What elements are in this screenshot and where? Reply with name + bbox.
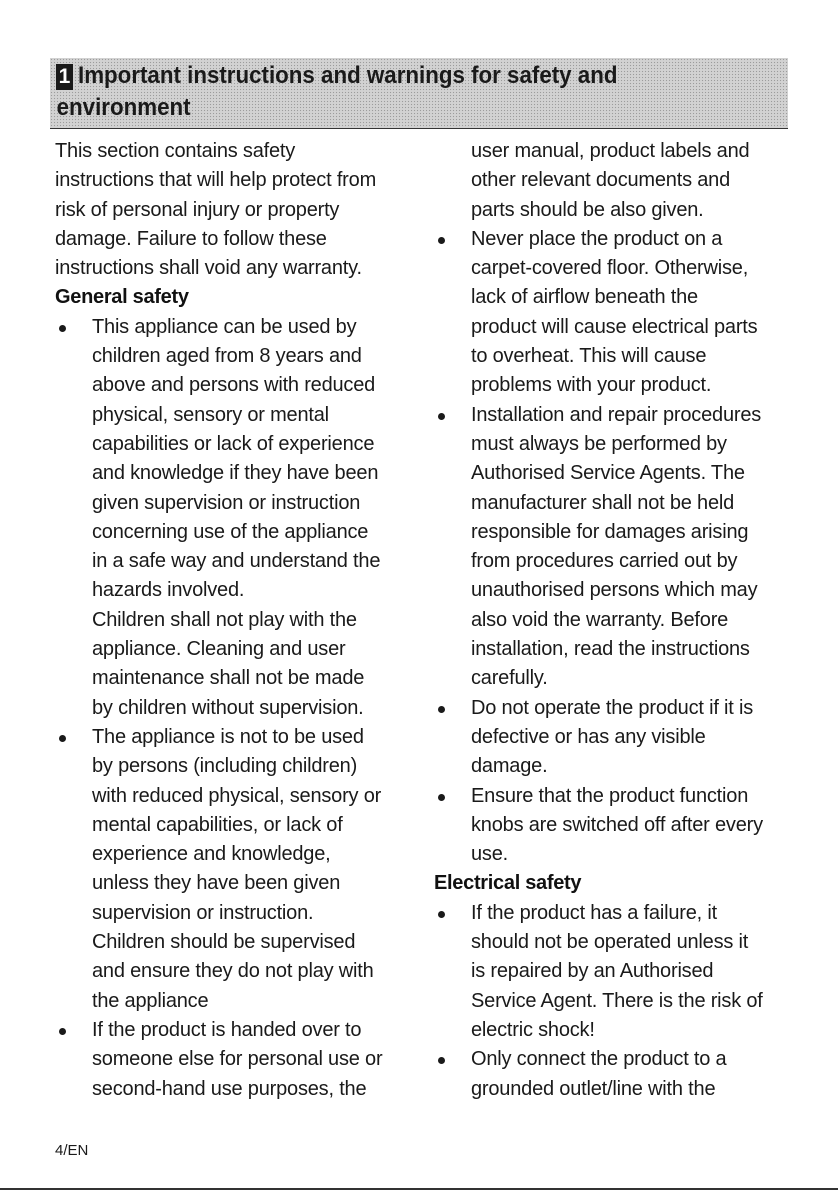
bullet-icon (438, 911, 445, 918)
bullet-line: This appliance can be used by (92, 315, 357, 338)
bullet-line: Service Agent. There is the risk of (471, 989, 763, 1012)
bullet-line: the appliance (92, 989, 209, 1012)
bullet-line: maintenance shall not be made (92, 667, 365, 690)
bullet-icon (438, 794, 445, 801)
bullet-line: Children should be supervised (92, 931, 356, 954)
bullet-line: with reduced physical, sensory or (92, 784, 382, 807)
bullet-line: children aged from 8 years and (92, 345, 362, 368)
left-column (55, 137, 410, 1104)
bullet-line: use. (471, 843, 509, 866)
intro-line: This section contains safety (55, 140, 296, 162)
bullet-line: by persons (including children) (92, 755, 358, 778)
bullet-icon (438, 237, 445, 244)
bullet-line: The appliance is not to be used (92, 725, 364, 748)
electrical-safety-bullet-1 (434, 899, 794, 1045)
bullet-line: Only connect the product to a (471, 1048, 727, 1071)
page-number: 4/EN (55, 1142, 89, 1159)
bullet-line: above and persons with reduced (92, 374, 376, 397)
bullet-line: other relevant documents and (471, 169, 731, 192)
intro-line: damage. Failure to follow these (55, 227, 327, 250)
bullet-line: is repaired by an Authorised (471, 960, 714, 983)
electrical-safety-heading: Electrical safety (434, 872, 582, 895)
general-safety-bullet-4 (434, 225, 794, 401)
bullet-line: knobs are switched off after every (471, 813, 763, 836)
bullet-line: should not be operated unless it (471, 931, 749, 954)
bullet-line: lack of airflow beneath the (471, 286, 698, 309)
bullet-line: Installation and repair procedures (471, 403, 762, 426)
bullet-line: Do not operate the product if it is (471, 696, 754, 719)
bullet-line: Ensure that the product function (471, 784, 749, 807)
bullet-line: manufacturer shall not be held (471, 491, 735, 514)
bullet-line: defective or has any visible (471, 725, 706, 748)
intro-line: instructions shall void any warranty. (55, 257, 362, 280)
bullet-icon (59, 735, 66, 742)
electrical-safety-bullet-2 (434, 1045, 794, 1104)
bullet-line: also void the warranty. Before (471, 608, 729, 631)
bullet-line: given supervision or instruction (92, 491, 361, 514)
section-header (50, 58, 788, 129)
bullet-line: carefully. (471, 667, 548, 690)
section-title-line-2: environment (56, 94, 191, 121)
bullet-line: installation, read the instructions (471, 638, 750, 661)
bullet-line: capabilities or lack of experience (92, 432, 375, 455)
section-title (56, 60, 729, 124)
section-title-line-1: Important instructions and warnings for safety and (78, 62, 618, 89)
bullet-line: concerning use of the appliance (92, 520, 369, 543)
bullet-line: appliance. Cleaning and user (92, 638, 346, 661)
right-column (434, 137, 794, 1104)
general-safety-bullet-3-continued (434, 137, 794, 225)
bullet-line: problems with your product. (471, 374, 712, 397)
bullet-line: carpet-covered floor. Otherwise, (471, 257, 749, 280)
bullet-line: supervision or instruction. (92, 901, 314, 924)
bullet-line: If the product is handed over to (92, 1018, 362, 1041)
intro-line: risk of personal injury or property (55, 198, 340, 221)
bullet-line: hazards involved. (92, 579, 245, 602)
bullet-line: by children without supervision. (92, 696, 364, 719)
bullet-line: Never place the product on a (471, 227, 723, 250)
bullet-line: Children shall not play with the (92, 608, 357, 631)
bullet-line: unless they have been given (92, 872, 341, 895)
bullet-line: Authorised Service Agents. The (471, 462, 745, 485)
bullet-line: damage. (471, 755, 548, 778)
bullet-line: in a safe way and understand the (92, 550, 381, 573)
bullet-line: parts should be also given. (471, 198, 704, 221)
general-safety-bullet-2 (55, 723, 410, 1016)
section-number-badge: 1 (56, 64, 73, 90)
intro-line: instructions that will help protect from (55, 169, 377, 192)
bullet-line: must always be performed by (471, 432, 727, 455)
general-safety-bullet-1 (55, 313, 410, 723)
bullet-line: unauthorised persons which may (471, 579, 758, 602)
bullet-line: to overheat. This will cause (471, 345, 707, 368)
bullet-icon (438, 706, 445, 713)
general-safety-heading: General safety (55, 286, 189, 309)
general-safety-bullet-3 (55, 1016, 410, 1104)
bullet-icon (59, 325, 66, 332)
general-safety-bullet-5 (434, 401, 794, 694)
bottom-divider (0, 1188, 838, 1190)
intro-paragraph (55, 137, 410, 283)
bullet-line: from procedures carried out by (471, 550, 738, 573)
bullet-line: someone else for personal use or (92, 1048, 383, 1071)
bullet-line: grounded outlet/line with the (471, 1077, 716, 1100)
bullet-line: responsible for damages arising (471, 520, 749, 543)
bullet-line: If the product has a failure, it (471, 901, 717, 924)
bullet-line: and knowledge if they have been (92, 462, 379, 485)
bullet-icon (59, 1028, 66, 1035)
general-safety-bullet-7 (434, 782, 794, 870)
bullet-line: and ensure they do not play with (92, 960, 374, 983)
bullet-line: physical, sensory or mental (92, 403, 329, 426)
bullet-line: second-hand use purposes, the (92, 1077, 367, 1100)
bullet-icon (438, 1057, 445, 1064)
bullet-line: user manual, product labels and (471, 140, 750, 162)
bullet-line: product will cause electrical parts (471, 315, 758, 338)
general-safety-bullet-6 (434, 694, 794, 782)
bullet-icon (438, 413, 445, 420)
bullet-line: experience and knowledge, (92, 843, 331, 866)
bullet-line: electric shock! (471, 1018, 595, 1041)
bullet-line: mental capabilities, or lack of (92, 813, 343, 836)
